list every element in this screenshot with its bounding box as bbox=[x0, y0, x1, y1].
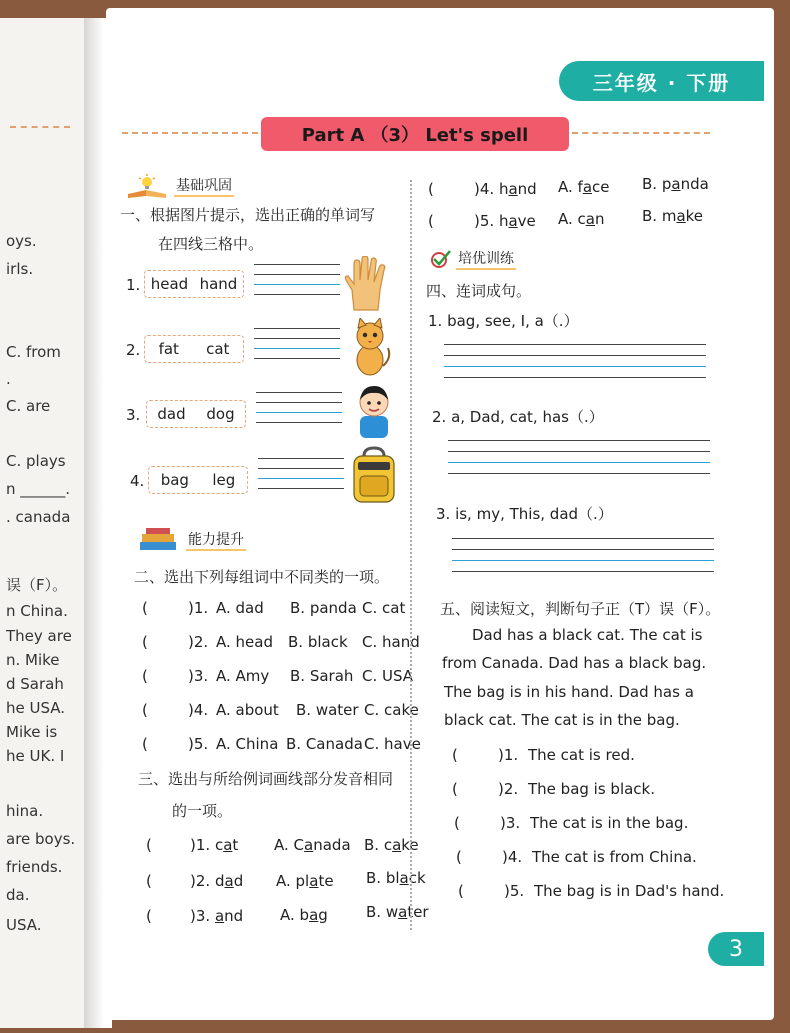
title-dash-right bbox=[572, 132, 710, 134]
pre: A. c bbox=[558, 210, 586, 228]
post: ke bbox=[401, 836, 419, 854]
pre: B. p bbox=[642, 175, 672, 193]
left-fragment: hina. bbox=[6, 802, 44, 820]
left-fragment: he UK. I bbox=[6, 747, 65, 765]
underlined-letter: a bbox=[309, 906, 319, 924]
word-option: dad bbox=[157, 405, 186, 423]
option-a bbox=[558, 178, 610, 196]
answer-bracket: ( bbox=[452, 780, 458, 798]
qnum: )1. bbox=[190, 836, 211, 854]
cat-icon bbox=[348, 318, 392, 380]
left-fragment: da. bbox=[6, 886, 30, 904]
sec1-instruction: 一、根据图片提示，选出正确的单词写 bbox=[120, 206, 376, 224]
left-fragment: n China. bbox=[6, 602, 68, 620]
question-number: )1. bbox=[498, 746, 519, 764]
answer-bracket: ( bbox=[428, 180, 434, 198]
statement: The bag is in Dad's hand. bbox=[534, 882, 725, 900]
sec2-instruction: 二、选出下列每组词中不同类的一项。 bbox=[134, 568, 390, 586]
lightbulb-book-icon bbox=[126, 174, 168, 198]
option-a bbox=[276, 872, 334, 890]
statement: The cat is from China. bbox=[532, 848, 697, 866]
left-fragment: USA. bbox=[6, 916, 42, 934]
underlined-letter: a bbox=[508, 180, 518, 198]
underlined-letter: a bbox=[676, 207, 686, 225]
answer-bracket: ( bbox=[142, 633, 148, 651]
left-fragment: n. Mike bbox=[6, 651, 60, 669]
pre: A. pl bbox=[276, 872, 310, 890]
four-line-grid[interactable] bbox=[254, 264, 340, 300]
underlined-letter: a bbox=[398, 903, 408, 921]
answer-bracket: ( bbox=[146, 907, 152, 925]
underlined-letter: a bbox=[399, 869, 409, 887]
word-choice-box bbox=[144, 335, 244, 363]
left-fragment: Mike is bbox=[6, 723, 58, 741]
question-number: )4. bbox=[188, 701, 209, 719]
qnum: )3. bbox=[190, 907, 211, 925]
left-fragment: n ______. bbox=[6, 480, 71, 498]
post: ce bbox=[592, 178, 610, 196]
passage-line: The bag is in his hand. Dad has a bbox=[444, 683, 694, 701]
option-b: B. Sarah bbox=[290, 667, 354, 685]
underlined-letter: a bbox=[582, 178, 593, 196]
option-b: B. black bbox=[288, 633, 348, 651]
question-number: )3. bbox=[500, 814, 521, 832]
books-icon bbox=[138, 528, 180, 552]
pre: h bbox=[498, 180, 509, 198]
option-c: C. cat bbox=[362, 599, 406, 617]
sentence-words: 3. is, my, This, dad（.） bbox=[436, 505, 613, 523]
underlined-letter: a bbox=[508, 212, 518, 230]
left-fragment: . canada bbox=[6, 508, 71, 526]
post: ter bbox=[407, 903, 429, 921]
pre: c bbox=[214, 836, 224, 854]
pre: A. C bbox=[274, 836, 305, 854]
writing-lines[interactable] bbox=[452, 538, 714, 574]
word-choice-box bbox=[144, 270, 244, 298]
answer-bracket: ( bbox=[142, 701, 148, 719]
qnum: )5. bbox=[474, 212, 495, 230]
option-a: A. dad bbox=[216, 599, 264, 617]
word-option: head bbox=[150, 275, 189, 293]
left-fragment: irls. bbox=[6, 260, 34, 278]
left-fragment: C. from bbox=[6, 343, 61, 361]
option-a: A. about bbox=[216, 701, 279, 719]
left-fragment: They are bbox=[6, 627, 72, 645]
sec3-instruction-2: 的一项。 bbox=[172, 802, 233, 820]
post: n bbox=[594, 210, 605, 228]
post: nada bbox=[313, 836, 351, 854]
pre: A. b bbox=[280, 906, 310, 924]
option-b: B. Canada bbox=[286, 735, 363, 753]
answer-bracket: ( bbox=[142, 667, 148, 685]
post: nd bbox=[517, 180, 537, 198]
question-number bbox=[190, 872, 243, 890]
pre: B. m bbox=[642, 207, 677, 225]
left-fragment: C. are bbox=[6, 397, 51, 415]
sec5-instruction: 五、阅读短文，判断句子正（T）误（F）。 bbox=[440, 600, 721, 618]
answer-bracket: ( bbox=[142, 735, 148, 753]
word-option: hand bbox=[199, 275, 238, 293]
right-page bbox=[106, 8, 774, 1020]
item-number: 4. bbox=[130, 472, 145, 490]
section-heading-advanced bbox=[430, 248, 516, 270]
answer-bracket: ( bbox=[146, 836, 152, 854]
word-choice-box bbox=[146, 400, 246, 428]
item-number: 3. bbox=[126, 406, 141, 424]
option-c: C. USA bbox=[362, 667, 414, 685]
title-dash-left bbox=[122, 132, 258, 134]
answer-bracket: ( bbox=[458, 882, 464, 900]
option-c: C. cake bbox=[364, 701, 419, 719]
post: g bbox=[318, 906, 328, 924]
sec3-instruction: 三、选出与所给例词画线部分发音相同 bbox=[138, 770, 394, 788]
question-number: )2. bbox=[188, 633, 209, 651]
underlined-letter: a bbox=[214, 907, 225, 925]
option-a bbox=[280, 906, 328, 924]
statement: The cat is red. bbox=[528, 746, 635, 764]
answer-bracket: ( bbox=[452, 746, 458, 764]
answer-bracket: ( bbox=[456, 848, 462, 866]
underlined-letter: a bbox=[309, 872, 319, 890]
item-number: 2. bbox=[126, 341, 141, 359]
word-option: bag bbox=[160, 471, 189, 489]
option-b bbox=[366, 903, 429, 921]
answer-bracket: ( bbox=[146, 872, 152, 890]
left-page bbox=[0, 18, 90, 1028]
four-line-grid[interactable] bbox=[258, 458, 344, 494]
option-a: A. China bbox=[216, 735, 279, 753]
underlined-letter: a bbox=[671, 175, 681, 193]
option-b bbox=[642, 207, 703, 225]
question-number: )5. bbox=[504, 882, 525, 900]
option-b bbox=[642, 175, 709, 193]
option-a bbox=[558, 210, 605, 228]
writing-lines[interactable] bbox=[444, 344, 706, 380]
passage-line: black cat. The cat is in the bag. bbox=[444, 711, 680, 729]
question-number: )1. bbox=[188, 599, 209, 617]
post: ke bbox=[685, 207, 704, 225]
item-number: 1. bbox=[126, 276, 141, 294]
option-c: C. have bbox=[364, 735, 421, 753]
pre: h bbox=[498, 212, 509, 230]
statement: The cat is in the bag. bbox=[530, 814, 689, 832]
answer-bracket: ( bbox=[454, 814, 460, 832]
left-fragment: . bbox=[6, 370, 11, 388]
hand-icon bbox=[342, 256, 392, 316]
left-dashed-line bbox=[10, 126, 70, 128]
four-line-grid[interactable] bbox=[254, 328, 340, 364]
left-fragment: C. plays bbox=[6, 452, 66, 470]
question-number bbox=[190, 836, 238, 854]
post: t bbox=[232, 836, 239, 854]
word-option: leg bbox=[212, 471, 236, 489]
page-title: Part A （3） Let's spell bbox=[261, 117, 569, 151]
page-number: 3 bbox=[708, 932, 764, 966]
passage-line: Dad has a black cat. The cat is bbox=[472, 626, 703, 644]
pre: B. w bbox=[366, 903, 399, 921]
section-heading-basic bbox=[126, 174, 234, 198]
option-a: A. head bbox=[216, 633, 273, 651]
question-number bbox=[474, 180, 537, 198]
option-a bbox=[274, 836, 351, 854]
option-c: C. hand bbox=[362, 633, 420, 651]
column-divider bbox=[410, 180, 412, 930]
passage-line: from Canada. Dad has a black bag. bbox=[442, 654, 707, 672]
section-label: 能力提升 bbox=[186, 529, 246, 551]
post: ve bbox=[517, 212, 536, 230]
underlined-letter: a bbox=[392, 836, 402, 854]
word-choice-box bbox=[148, 466, 248, 494]
sentence-words: 1. bag, see, I, a（.） bbox=[428, 312, 579, 330]
pre: d bbox=[214, 872, 225, 890]
statement: The bag is black. bbox=[528, 780, 656, 798]
option-a: A. Amy bbox=[216, 667, 270, 685]
question-number: )4. bbox=[502, 848, 523, 866]
post: te bbox=[318, 872, 334, 890]
section-label: 基础巩固 bbox=[174, 175, 234, 197]
four-line-grid[interactable] bbox=[256, 392, 342, 428]
left-fragment: d Sarah bbox=[6, 675, 64, 693]
question-number: )3. bbox=[188, 667, 209, 685]
qnum: )4. bbox=[474, 180, 495, 198]
word-option: cat bbox=[206, 340, 230, 358]
post: nd bbox=[224, 907, 244, 925]
answer-bracket: ( bbox=[428, 212, 434, 230]
writing-lines[interactable] bbox=[448, 440, 710, 476]
sentence-words: 2. a, Dad, cat, has（.） bbox=[432, 408, 604, 426]
left-fragment: friends. bbox=[6, 858, 63, 876]
sec1-instruction-2: 在四线三格中。 bbox=[158, 235, 264, 253]
post: ck bbox=[408, 869, 426, 887]
underlined-letter: a bbox=[304, 836, 314, 854]
sec4-instruction: 四、连词成句。 bbox=[426, 282, 532, 300]
question-number bbox=[190, 907, 243, 925]
post: nda bbox=[680, 175, 709, 193]
left-fragment: oys. bbox=[6, 232, 37, 250]
backpack-icon bbox=[350, 446, 398, 508]
question-number: )5. bbox=[188, 735, 209, 753]
pre: B. bl bbox=[366, 869, 400, 887]
section-heading-ability bbox=[138, 528, 246, 552]
option-b: B. panda bbox=[290, 599, 357, 617]
underlined-letter: a bbox=[223, 836, 233, 854]
boy-icon bbox=[354, 382, 394, 442]
qnum: )2. bbox=[190, 872, 211, 890]
pre: B. c bbox=[364, 836, 393, 854]
left-fragment: 误（F）。 bbox=[6, 576, 68, 594]
question-number: )2. bbox=[498, 780, 519, 798]
left-fragment: he USA. bbox=[6, 699, 66, 717]
option-b bbox=[366, 869, 426, 887]
underlined-letter: a bbox=[224, 872, 234, 890]
underlined-letter: a bbox=[585, 210, 595, 228]
section-label: 培优训练 bbox=[456, 248, 516, 270]
question-number bbox=[474, 212, 536, 230]
option-b: B. water bbox=[296, 701, 359, 719]
word-option: dog bbox=[206, 405, 235, 423]
checkmark-icon bbox=[430, 249, 452, 269]
word-option: fat bbox=[158, 340, 179, 358]
answer-bracket: ( bbox=[142, 599, 148, 617]
grade-tab: 三年级 · 下册 bbox=[559, 61, 764, 101]
left-fragment: are boys. bbox=[6, 830, 76, 848]
pre: A. f bbox=[558, 178, 583, 196]
post: d bbox=[233, 872, 244, 890]
